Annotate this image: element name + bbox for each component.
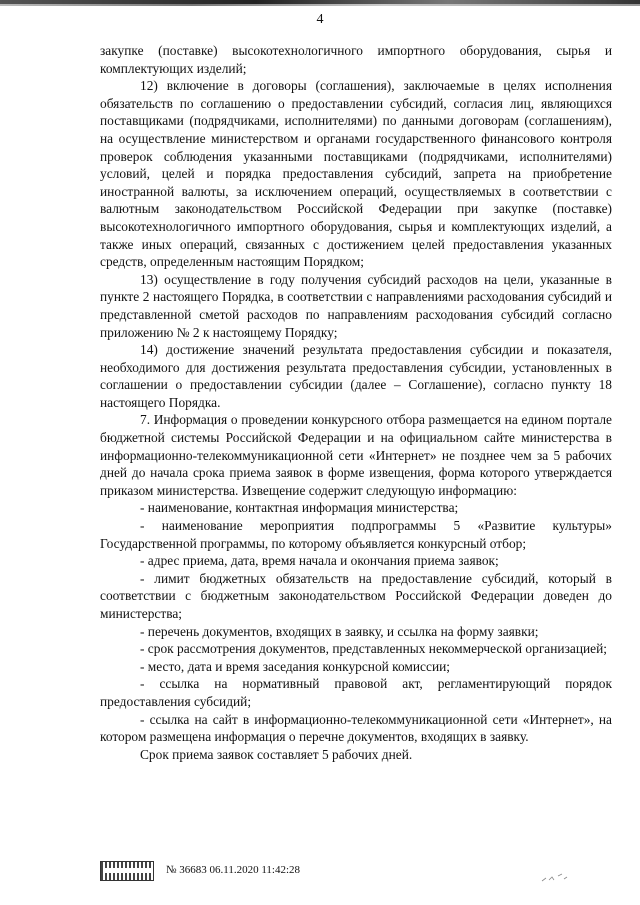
paragraph-item-13: 13) осуществление в году получения субсидий расходов на цели, указанные в пункте 2 настоящего Порядка, в соответствии с направлениями расходования субсидий и представленной сметой расходов по направлениям расходования субсидий согласно приложению № 2 к настоящему Порядку; — [100, 271, 612, 340]
paragraph-clause-7: 7. Информация о проведении конкурсного отбора размещается на едином портале бюджетной системы Российской Федерации и на официальном сайте министерства в информационно-телекоммуникационной сети «Интернет» не позднее чем за 5 рабочих дней до начала срока приема заявок в форме извещения, форма которого утверждается приказом министерства. Извещение содержит следующую информацию: — [100, 412, 612, 498]
list-item: - ссылка на нормативный правовой акт, регламентирующий порядок предоставления субсидий; — [100, 676, 612, 709]
paragraph-item-12: 12) включение в договоры (соглашения), заключаемые в целях исполнения обязательств по соглашению о предоставлении субсидий, согласия лиц, являющихся поставщиками (подрядчиками, исполнителями) по данными договорам (соглашениям), на осуществление министерством и органами государственного финансового контроля проверок соблюдения указанными поставщиками (подрядчиками, исполнителями) условий, целей и порядка предоставления субсидий, запрета на приобретение иностранной валюты, за исключением операций, осуществляемых в соответствии с валютным законодательством Российской Федерации при закупке (поставке) высокотехнологичного импортного оборудования, сырья и комплектующих изделий, а также иных операций, связанных с достижением целей предоставления указанных средств, определенным настоящим Порядком; — [100, 78, 612, 270]
registration-stamp — [100, 861, 400, 881]
list-item: - место, дата и время заседания конкурсной комиссии; — [140, 658, 450, 674]
handwritten-mark-icon — [540, 872, 570, 884]
paragraph-1: закупке (поставке) высокотехнологичного импортного оборудования, сырья и комплектующих изделий; — [100, 43, 612, 76]
document-body — [100, 42, 612, 763]
scan-edge-shadow — [0, 4, 640, 6]
barcode-logo-icon — [100, 861, 154, 881]
list-item: - ссылка на сайт в информационно-телекоммуникационной сети «Интернет», на котором размещена информация о перечне документов, входящих в заявку. — [100, 711, 612, 745]
registration-number: № 36683 06.11.2020 11:42:28 — [166, 864, 301, 876]
list-item: - наименование, контактная информация министерства; — [140, 500, 459, 516]
page-number: 4 — [316, 12, 324, 27]
paragraph-deadline: Срок приема заявок составляет 5 рабочих дней. — [140, 746, 413, 762]
list-item: - перечень документов, входящих в заявку, и ссылка на форму заявки; — [140, 623, 539, 639]
paragraph-item-14: 14) достижение значений результата предоставления субсидии и показателя, необходимого для достижения результата предоставления субсидии, установленных в соглашении о предоставлении субсидии (далее – Соглашение), согласно пункту 18 настоящего Порядка. — [100, 342, 612, 410]
list-item: - лимит бюджетных обязательств на предоставление субсидий, который в соответствии с бюджетным законодательством Российской Федерации доведен до министерства; — [100, 570, 612, 621]
list-item: - адрес приема, дата, время начала и окончания приема заявок; — [140, 553, 499, 569]
list-item: - наименование мероприятия подпрограммы 5 «Развитие культуры» Государственной программы, по которому объявляется конкурсный отбор; — [100, 518, 612, 551]
list-item: - срок рассмотрения документов, представленных некоммерческой организацией; — [140, 641, 607, 657]
